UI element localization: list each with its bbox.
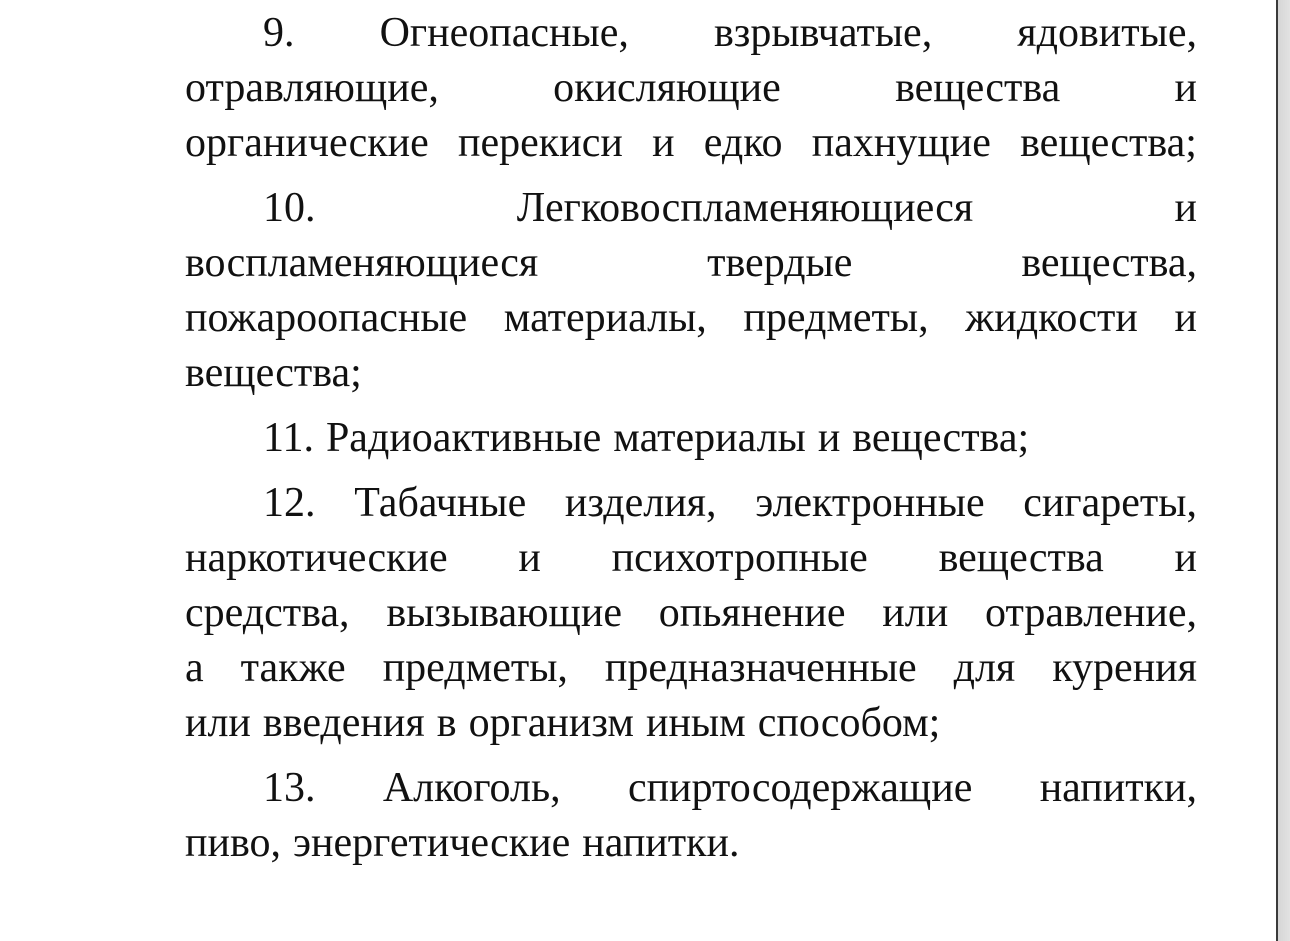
text-line: 9. Огнеопасные, взрывчатые, ядовитые, — [263, 10, 1197, 56]
text-line: отравляющие, окисляющие вещества и — [185, 65, 1197, 111]
text-line: 10. Легковоспламеняющиеся и — [263, 185, 1197, 231]
page-edge-border — [1276, 0, 1290, 941]
text-line: воспламеняющиеся твердые вещества, — [185, 240, 1197, 286]
text-line: пожароопасные материалы, предметы, жидкости и — [185, 295, 1197, 341]
text-line: вещества; — [185, 350, 362, 396]
text-line: органические перекиси и едко пахнущие вещества; — [185, 120, 1197, 166]
text-line: 13. Алкоголь, спиртосодержащие напитки, — [263, 765, 1197, 811]
list-item-12 — [185, 476, 1197, 751]
text-line: наркотические и психотропные вещества и — [185, 535, 1197, 581]
text-line: 12. Табачные изделия, электронные сигареты, — [263, 480, 1197, 526]
text-line: средства, вызывающие опьянение или отравление, — [185, 590, 1197, 636]
list-item-10 — [185, 181, 1197, 401]
list-item-13 — [185, 761, 1197, 871]
text-line: или введения в организм иным способом; — [185, 700, 941, 746]
text-line: пиво, энергетические напитки. — [185, 820, 740, 866]
text-line: 11. Радиоактивные материалы и вещества; — [263, 415, 1030, 461]
text-line: а также предметы, предназначенные для курения — [185, 645, 1197, 691]
list-item-9 — [185, 6, 1197, 171]
document-text — [185, 6, 1197, 881]
list-item-11 — [185, 411, 1197, 466]
